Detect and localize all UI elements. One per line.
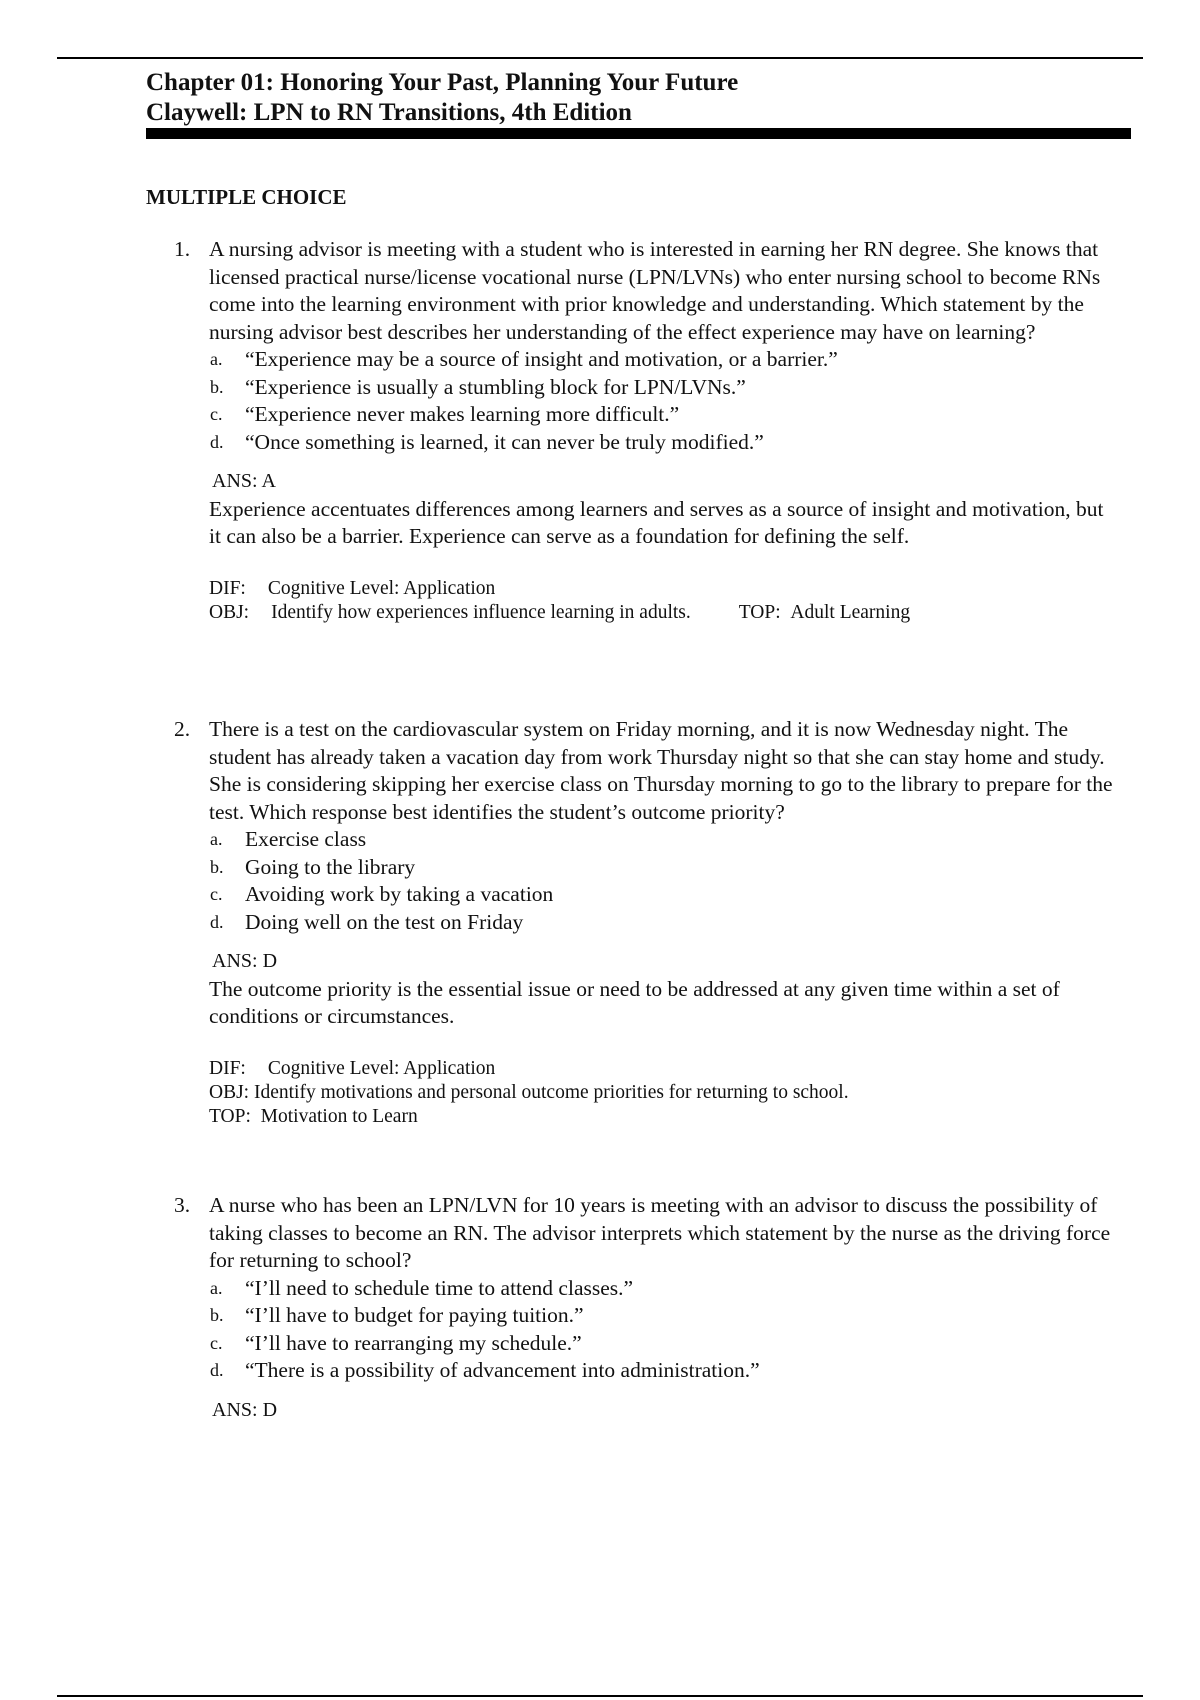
choice-letter: b.: [210, 376, 224, 397]
choice-letter: c.: [210, 1332, 223, 1353]
choice-b: [146, 1302, 1116, 1330]
choice-letter: d.: [210, 431, 224, 452]
page-header: [146, 68, 1131, 139]
question-meta: [146, 577, 1116, 625]
choice-text: Avoiding work by taking a vacation: [245, 882, 554, 906]
choice-text: “Experience never makes learning more difficult.”: [245, 402, 680, 426]
choice-text: “I’ll need to schedule time to attend classes.”: [245, 1275, 634, 1300]
choice-c: [146, 881, 1116, 909]
obj-value: Identify motivations and personal outcome priorities for returning to school.: [253, 1081, 849, 1103]
choice-text: “Experience may be a source of insight and motivation, or a barrier.”: [245, 347, 838, 371]
answer: ANS: D: [212, 950, 278, 972]
choice-b: [146, 374, 1116, 402]
choice-a: [146, 1275, 1116, 1303]
question-2: [146, 716, 1116, 1129]
choice-text: “There is a possibility of advancement into administration.”: [245, 1358, 760, 1382]
top-label: TOP:: [209, 1105, 251, 1127]
question-text: A nurse who has been an LPN/LVN for 10 years is meeting with an advisor to discuss the possibility of taking classes to become an RN. The advisor interprets which statement by the nurse as the driving force for returning to school?: [209, 1193, 1111, 1272]
choice-text: “I’ll have to rearranging my schedule.”: [245, 1330, 582, 1355]
question-number: 2.: [174, 717, 191, 741]
choice-d: [146, 909, 1116, 937]
section-title: MULTIPLE CHOICE: [146, 185, 347, 209]
question-stem: [146, 236, 1116, 346]
question-text: A nursing advisor is meeting with a student who is interested in earning her RN degree. She knows that licensed practical nurse/license vocational nurse (LPN/LVNs) who enter nursing school to become RNs come into the learning environment with prior knowledge and understanding. Which statement by the nursing advisor best describes her understanding of the effect experience may have on learning?: [209, 237, 1101, 344]
question-3: [146, 1192, 1116, 1424]
obj-label: OBJ:: [209, 601, 250, 623]
choice-text: Exercise class: [245, 827, 367, 851]
choice-text: “Once something is learned, it can never be truly modified.”: [245, 429, 764, 454]
answer: ANS: D: [212, 1398, 278, 1421]
choice-text: Going to the library: [245, 854, 416, 879]
header-bar: [146, 128, 1131, 139]
choice-letter: a.: [210, 349, 223, 369]
question-text: There is a test on the cardiovascular system on Friday morning, and it is now Wednesday night. The student has already taken a vacation day from work Thursday night so that she can stay home and study. She is considering skipping her exercise class on Thursday morning to go to the library to prepare for the test. Which response best identifies the student’s outcome priority?: [209, 717, 1113, 824]
answer: ANS: A: [212, 470, 276, 492]
choice-text: Doing well on the test on Friday: [245, 909, 524, 934]
top-value: Motivation to Learn: [260, 1105, 418, 1127]
question-meta: [146, 1057, 1116, 1129]
question-stem: [146, 716, 1116, 826]
choice-c: [146, 401, 1116, 429]
choice-d: [146, 1357, 1116, 1385]
obj-value: Identify how experiences influence learning in adults.: [271, 601, 691, 623]
rationale: Experience accentuates differences among learners and serves as a source of insight and motivation, but it can also be a barrier. Experience can serve as a foundation for defining the self.: [209, 496, 1104, 548]
dif-value: Cognitive Level: Application: [267, 1057, 496, 1079]
dif-value: Cognitive Level: Application: [267, 577, 496, 599]
choice-b: [146, 854, 1116, 882]
choice-letter: c.: [210, 884, 223, 904]
choice-c: [146, 1330, 1116, 1358]
bottom-rule: [57, 1695, 1143, 1697]
choice-a: [146, 826, 1116, 854]
choice-a: [146, 346, 1116, 374]
choice-letter: d.: [210, 1360, 224, 1380]
top-rule: [57, 57, 1143, 59]
top-label: TOP:: [738, 601, 781, 623]
question-number: 3.: [174, 1193, 191, 1217]
choice-letter: d.: [210, 911, 224, 932]
book-title: Claywell: LPN to RN Transitions, 4th Edition: [146, 99, 632, 126]
choice-letter: b.: [210, 856, 224, 877]
choice-d: [146, 429, 1116, 457]
rationale: The outcome priority is the essential issue or need to be addressed at any given time within a set of conditions or circumstances.: [209, 976, 1060, 1028]
dif-label: DIF:: [209, 1057, 246, 1079]
question-number: 1.: [174, 237, 191, 261]
choice-text: “I’ll have to budget for paying tuition.”: [245, 1303, 584, 1327]
choice-text: “Experience is usually a stumbling block for LPN/LVNs.”: [245, 374, 746, 399]
obj-label: OBJ:: [209, 1081, 250, 1103]
choice-letter: b.: [210, 1305, 224, 1325]
choice-letter: a.: [210, 829, 223, 849]
question-stem: [146, 1192, 1116, 1275]
choice-letter: a.: [210, 1277, 223, 1298]
dif-label: DIF:: [209, 577, 246, 599]
chapter-title: Chapter 01: Honoring Your Past, Planning Your Future: [146, 69, 739, 96]
question-1: [146, 236, 1116, 625]
top-value: Adult Learning: [790, 601, 911, 623]
choice-letter: c.: [210, 404, 223, 424]
